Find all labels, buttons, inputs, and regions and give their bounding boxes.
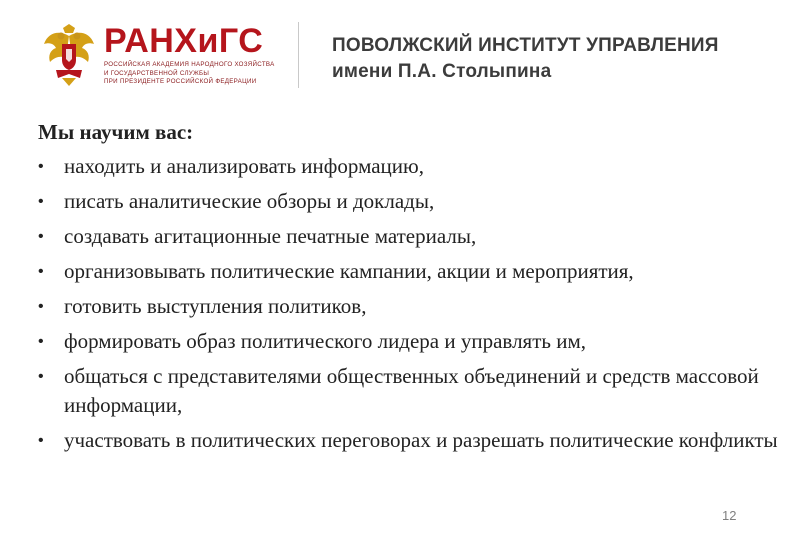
list-item: • готовить выступления политиков,: [38, 292, 778, 321]
institute-title: [332, 33, 719, 85]
brand-name: РАНХиГС: [104, 22, 264, 60]
list-item: • создавать агитационные печатные материалы,: [38, 222, 778, 251]
brand-subtitle-line: РОССИЙСКАЯ АКАДЕМИЯ НАРОДНОГО ХОЗЯЙСТВА: [104, 61, 275, 68]
list-item: • формировать образ политического лидера и управлять им,: [38, 327, 778, 356]
slide-body: [38, 118, 778, 461]
brand-subtitle-line: И ГОСУДАРСТВЕННОЙ СЛУЖБЫ: [104, 69, 210, 77]
list-item: • находить и анализировать информацию,: [38, 152, 778, 181]
list-item: • писать аналитические обзоры и доклады,: [38, 187, 778, 216]
brand-subtitle-line: ПРИ ПРЕЗИДЕНТЕ РОССИЙСКОЙ ФЕДЕРАЦИИ: [104, 78, 257, 85]
list-item: • организовывать политические кампании, акции и мероприятия,: [38, 257, 778, 286]
list-item: • общаться с представителями общественных объединений и средств массовой информации,: [38, 362, 778, 420]
skills-list: [38, 152, 778, 455]
list-item: • участвовать в политических переговорах и разрешать политические конфликты: [38, 426, 778, 455]
slide-header: [0, 0, 800, 110]
intro-heading: Мы научим вас:: [38, 120, 194, 144]
institute-title-line1: ПОВОЛЖСКИЙ ИНСТИТУТ УПРАВЛЕНИЯ: [332, 35, 719, 56]
header-divider: [298, 22, 299, 88]
brand-logo: [104, 22, 274, 86]
double-headed-eagle-emblem-icon: [42, 24, 96, 86]
page-number: 12: [722, 508, 737, 523]
institute-title-line2: имени П.А. Столыпина: [332, 61, 552, 82]
